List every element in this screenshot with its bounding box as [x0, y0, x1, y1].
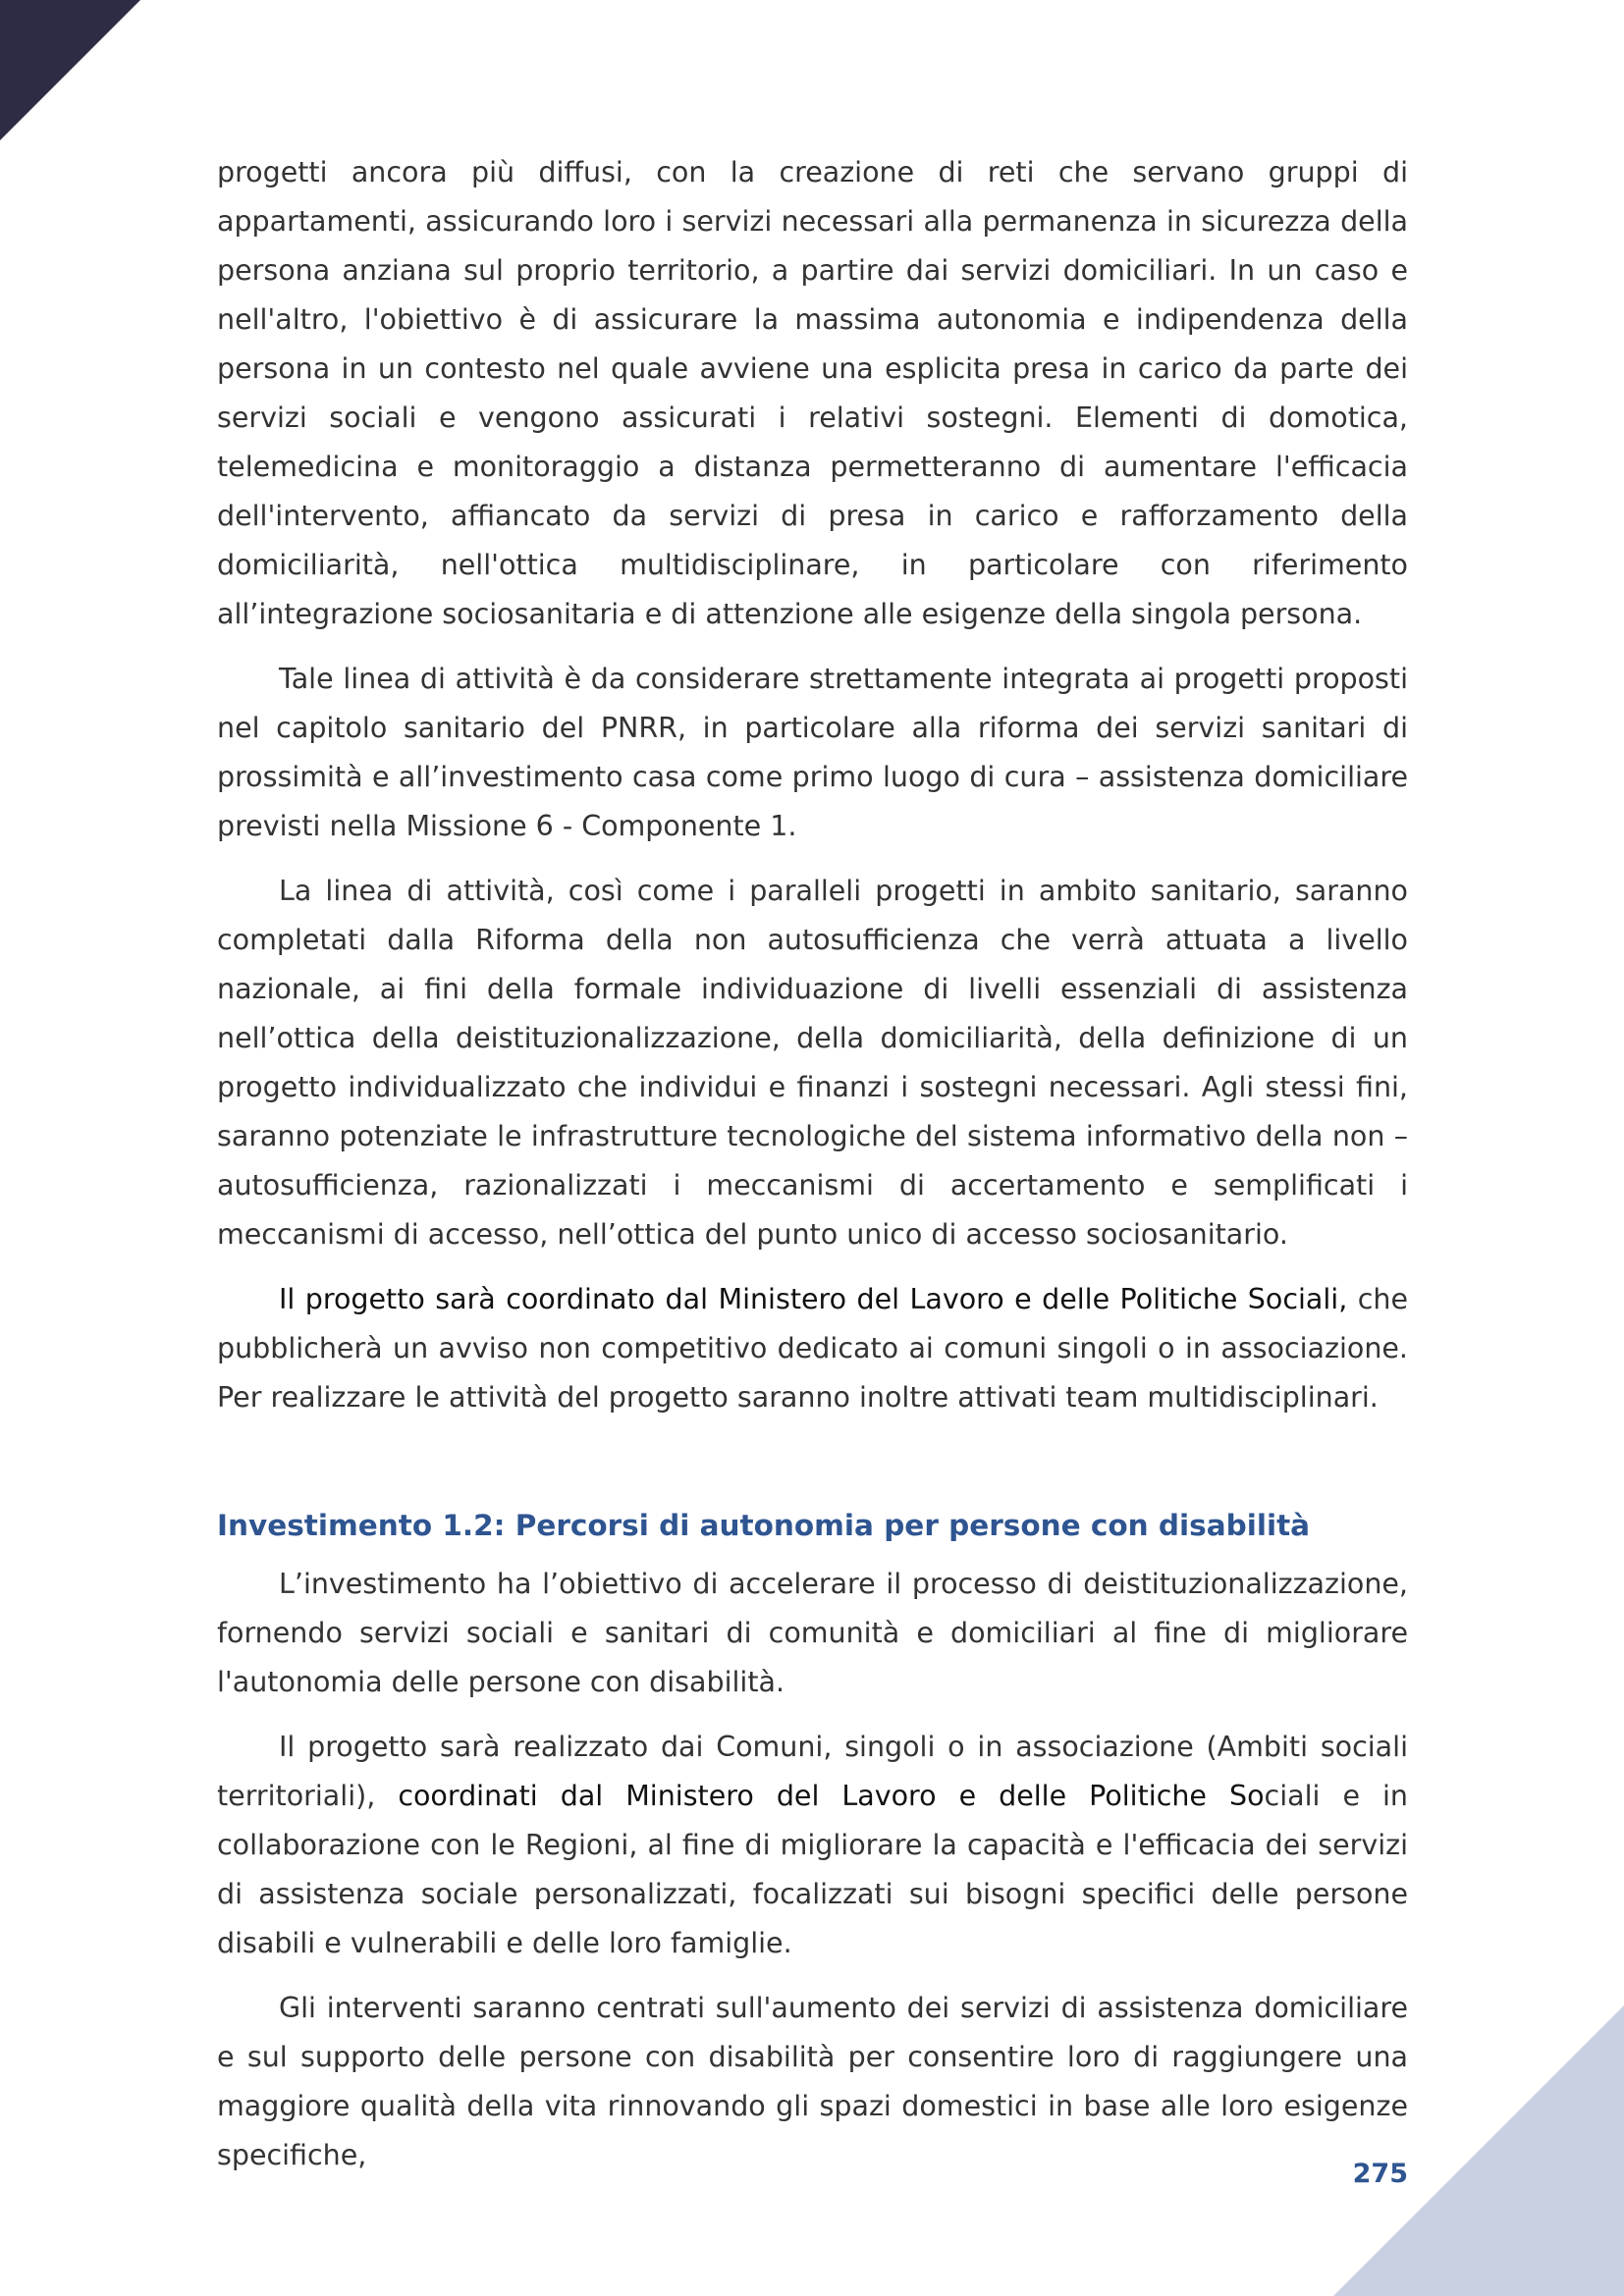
paragraph-1: progetti ancora più diffusi, con la creazione di reti che servano gruppi di appartamenti, assicurando loro i servizi necessari alla permanenza in sicurezza della persona anziana sul proprio territorio, a partire dai servizi domiciliari. In un caso e nell'altro, l'obiettivo è di assicurare la massima autonomia e indipendenza della persona in un contesto nel quale avviene una esplicita presa in carico da parte dei servizi sociali e vengono assicurati i relativi sostegni. Elementi di domotica, telemedicina e monitoraggio a distanza permetteranno di aumentare l'efficacia dell'intervento, affiancato da servizi di presa in carico e rafforzamento della domiciliarità, nell'ottica multidisciplinare, in particolare con riferimento all’integrazione sociosanitaria e di attenzione alle esigenze della singola persona.: [217, 156, 1408, 630]
page-body: [217, 148, 1408, 2180]
page-number: 275: [1352, 2159, 1408, 2189]
corner-decoration-top-left: [0, 0, 140, 140]
paragraph-6-text-start: Il progetto sarà realizzato dai Comuni, singoli o in associazione (Ambiti sociali territoriali),: [217, 1731, 1408, 1812]
paragraph-7: Gli interventi saranno centrati sull'aumento dei servizi di assistenza domiciliare e sul supporto delle persone con disabilità per consentire loro di raggiungere una maggiore qualità della vita rinnovando gli spazi domestici in base alle loro esigenze specifiche,: [217, 1992, 1408, 2171]
paragraph-4: [217, 1275, 1408, 1422]
paragraph-5: L’investimento ha l’obiettivo di accelerare il processo di deistituzionalizzazione, fornendo servizi sociali e sanitari di comunità e domiciliari al fine di migliorare l'autonomia delle persone con disabilità.: [217, 1568, 1408, 1698]
paragraph-4-text: che pubblicherà un avviso non competitivo dedicato ai comuni singoli o in associazione. Per realizzare le attività del progetto saranno inoltre attivati team multidisciplinari.: [217, 1283, 1408, 1414]
paragraph-3: La linea di attività, così come i paralleli progetti in ambito sanitario, saranno completati dalla Riforma della non autosufficienza che verrà attuata a livello nazionale, ai fini della formale individuazione di livelli essenziali di assistenza nell’ottica della deistituzionalizzazione, della domiciliarità, della definizione di un progetto individualizzato che individui e finanzi i sostegni necessari. Agli stessi fini, saranno potenziate le infrastrutture tecnologiche del sistema informativo della non – autosufficienza, razionalizzati i meccanismi di accertamento e semplificati i meccanismi di accesso, nell’ottica del punto unico di accesso sociosanitario.: [217, 875, 1408, 1251]
paragraph-2: Tale linea di attività è da considerare strettamente integrata ai progetti proposti nel capitolo sanitario del PNRR, in particolare alla riforma dei servizi sanitari di prossimità e all’investimento casa come primo luogo di cura – assistenza domiciliare previsti nella Missione 6 - Componente 1.: [217, 663, 1408, 842]
section-heading: Investimento 1.2: Percorsi di autonomia per persone con disabilità: [217, 1509, 1311, 1542]
paragraph-4-highlight: Il progetto sarà coordinato dal Ministero del Lavoro e delle Politiche Sociali,: [279, 1283, 1348, 1315]
paragraph-6-highlight: coordinati dal Ministero del Lavoro e delle Politiche So: [398, 1780, 1265, 1812]
paragraph-6: [217, 1723, 1408, 1968]
paragraph-6-text-end: ciali e in collaborazione con le Regioni, al fine di migliorare la capacità e l'efficacia dei servizi di assistenza sociale personalizzati, focalizzati sui bisogni specifici delle persone disabili e vulnerabili e delle loro famiglie.: [217, 1780, 1408, 1959]
